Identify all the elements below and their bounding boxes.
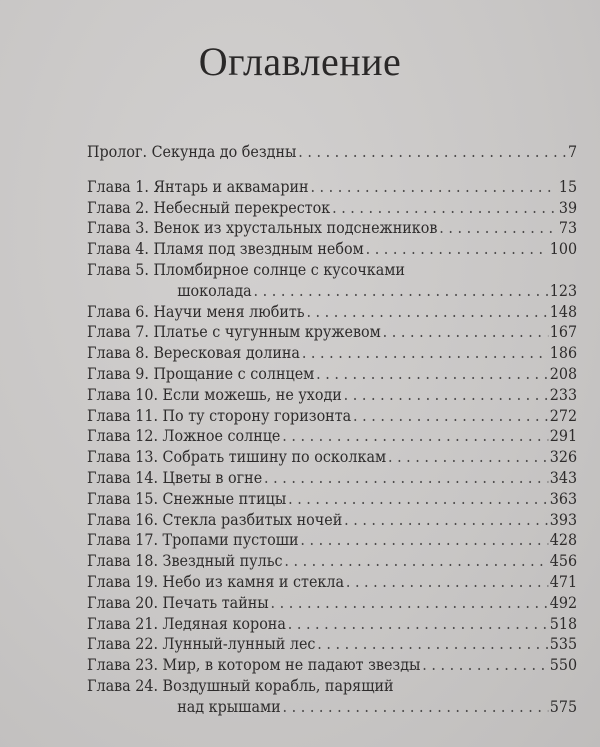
toc-entry-label: Глава 17. Тропами пустоши — [87, 531, 299, 550]
dot-leader — [344, 385, 548, 406]
dot-leader — [332, 198, 557, 219]
toc-entry — [87, 676, 577, 697]
toc-entry — [87, 364, 577, 385]
toc-entry — [87, 572, 577, 593]
toc-entry — [87, 406, 577, 427]
dot-leader — [388, 447, 548, 468]
toc-entry — [87, 198, 577, 219]
toc-entry-page: 167 — [549, 323, 578, 342]
toc-entry-label: Глава 3. Венок из хрустальных подснежников — [87, 219, 438, 238]
table-of-contents — [87, 142, 577, 718]
toc-entry-label: Глава 11. По ту сторону горизонта — [87, 406, 352, 425]
toc-entry-page: 575 — [549, 697, 578, 716]
chapter-list — [87, 177, 577, 718]
toc-entry-page: 272 — [549, 406, 578, 425]
toc-entry-page: 15 — [558, 177, 578, 196]
toc-entry-continuation — [87, 281, 577, 302]
toc-entry-label: Глава 8. Вересковая долина — [87, 344, 300, 363]
toc-entry-label: Глава 12. Ложное солнце — [87, 427, 281, 446]
toc-entry-page: 39 — [558, 198, 578, 217]
dot-leader — [254, 281, 548, 302]
toc-entry-label: Глава 18. Звездный пульс — [87, 552, 283, 571]
dot-leader — [284, 551, 548, 572]
toc-entry-label: Глава 20. Печать тайны — [87, 593, 269, 612]
toc-entry-page: 518 — [549, 614, 578, 633]
toc-entry-label: Глава 10. Если можешь, не уходи — [87, 385, 342, 404]
toc-entry-label: Глава 5. Пломбирное солнце с кусочками — [87, 260, 405, 279]
toc-entry — [87, 530, 577, 551]
toc-entry — [87, 343, 577, 364]
toc-entry — [87, 634, 577, 655]
toc-entry-label: Глава 2. Небесный перекресток — [87, 198, 331, 217]
toc-entry — [87, 468, 577, 489]
toc-entry — [87, 218, 577, 239]
toc-entry-label: Глава 21. Ледяная корона — [87, 614, 286, 633]
dot-leader — [288, 489, 548, 510]
toc-entry — [87, 510, 577, 531]
toc-entry-page: 456 — [549, 552, 578, 571]
dot-leader — [271, 593, 548, 614]
toc-entry-page: 186 — [549, 344, 578, 363]
toc-entry-label: Глава 1. Янтарь и аквамарин — [87, 177, 309, 196]
toc-entry — [87, 260, 577, 281]
toc-entry-page: 550 — [549, 656, 578, 675]
toc-entry — [87, 614, 577, 635]
toc-entry-page: 7 — [567, 143, 578, 161]
dot-leader — [439, 218, 557, 239]
toc-entry-label-continuation: над крышами — [177, 697, 281, 716]
toc-entry-label: Глава 24. Воздушный корабль, парящий — [87, 676, 394, 695]
dot-leader — [264, 468, 548, 489]
toc-entry — [87, 322, 577, 343]
toc-entry-label: Глава 22. Лунный-лунный лес — [87, 635, 316, 654]
toc-entry-label: Глава 6. Научи меня любить — [87, 302, 305, 321]
toc-entry-page: 492 — [549, 593, 578, 612]
toc-entry-label: Глава 14. Цветы в огне — [87, 468, 263, 487]
toc-entry-continuation — [87, 697, 577, 718]
dot-leader — [366, 239, 548, 260]
dot-leader — [310, 177, 557, 198]
toc-entry — [87, 655, 577, 676]
toc-entry-page: 393 — [549, 510, 578, 529]
toc-entry — [87, 551, 577, 572]
dot-leader — [346, 572, 548, 593]
dot-leader — [300, 530, 548, 551]
toc-entry-page: 73 — [558, 219, 578, 238]
toc-entry-label: Глава 4. Пламя под звездным небом — [87, 240, 364, 259]
toc-entry-page: 343 — [549, 468, 578, 487]
dot-leader — [383, 322, 548, 343]
dot-leader — [317, 634, 548, 655]
toc-entry-label: Глава 23. Мир, в котором не падают звезды — [87, 656, 421, 675]
toc-entry-prologue — [87, 142, 577, 163]
toc-entry-page: 148 — [549, 302, 578, 321]
toc-entry-label: Глава 16. Стекла разбитых ночей — [87, 510, 343, 529]
toc-entry-label: Глава 19. Небо из камня и стекла — [87, 572, 344, 591]
toc-entry — [87, 489, 577, 510]
toc-entry-label: Глава 15. Снежные птицы — [87, 489, 287, 508]
toc-entry — [87, 239, 577, 260]
toc-entry-page: 208 — [549, 364, 578, 383]
toc-entry-label: Глава 13. Собрать тишину по осколкам — [87, 448, 387, 467]
toc-entry-page: 363 — [549, 489, 578, 508]
toc-entry-page: 123 — [549, 281, 578, 300]
dot-leader — [422, 655, 548, 676]
toc-entry-page: 233 — [549, 385, 578, 404]
dot-leader — [288, 614, 548, 635]
toc-entry-label: Глава 7. Платье с чугунным кружевом — [87, 323, 381, 342]
dot-leader — [316, 364, 548, 385]
toc-entry-page: 428 — [549, 531, 578, 550]
toc-entry-page: 471 — [549, 572, 578, 591]
toc-entry — [87, 593, 577, 614]
toc-entry — [87, 302, 577, 323]
toc-entry-label: Глава 9. Прощание с солнцем — [87, 364, 315, 383]
toc-entry-page: 535 — [549, 635, 578, 654]
toc-entry-page: 100 — [549, 240, 578, 259]
toc-entry-page: 291 — [549, 427, 578, 446]
dot-leader — [306, 302, 547, 323]
toc-entry-page: 326 — [549, 448, 578, 467]
dot-leader — [344, 510, 548, 531]
toc-entry — [87, 426, 577, 447]
dot-leader — [282, 426, 548, 447]
dot-leader — [298, 142, 566, 163]
dot-leader — [283, 697, 548, 718]
dot-leader — [353, 406, 548, 427]
toc-entry — [87, 385, 577, 406]
toc-entry — [87, 177, 577, 198]
page-title: Оглавление — [198, 39, 402, 84]
toc-entry — [87, 447, 577, 468]
toc-entry-label-continuation: шоколада — [177, 281, 252, 300]
dot-leader — [302, 343, 548, 364]
toc-entry-label: Пролог. Секунда до бездны — [87, 143, 297, 161]
